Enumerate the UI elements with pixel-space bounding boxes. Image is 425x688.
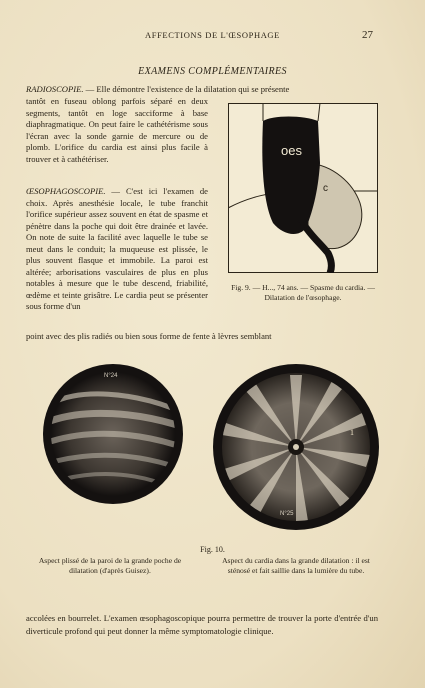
radioscopie-paragraph: tantôt en fuseau oblong parfois séparé en deux segments, tantôt en loge sacciforme à base diaphragmatique. On peut faire le cathétérisme sous l'écran avec la sonde garnie de mercure ou de plomb. L'orifice du cardia est ainsi plus facile à trouver et à cathétériser. [26,96,208,164]
figure-10-caption-left: Aspect plissé de la paroi de la grande poche de dilatation (d'après Guisez). [38,556,182,575]
oesophagoscopie-full-width-line: point avec des plis radiés ou bien sous forme de fente à lèvres semblant [26,331,272,341]
page-number: 27 [362,29,373,41]
figure-10-right-plate [212,363,380,531]
oesophagoscopie-paragraph [26,186,208,313]
running-head: AFFECTIONS DE L'ŒSOPHAGE [145,30,280,40]
oesophagoscopie-lead: ŒSOPHAGOSCOPIE. [26,186,106,196]
oesophagoscopie-text: — C'est ici l'examen de choix. Après anesthésie locale, le tube franchit l'orifice supérieur assez souvent en état de spasme et pénètre dans la poche qui doit être drainée et lavée. On note de suite la facilité avec laquelle le tube se meut dans le conduit; la muqueuse est plissée, le plus souvent flasque et immobile. La paroi est altérée; arborisations vasculaires de plus en plus notables à mesure que le tube descend, friabilité, œdème et teinte grisâtre. Le cardia peut se présenter sous forme d'un [26,186,208,311]
right-plate-letter: 1 [350,428,354,437]
label-c: c [323,183,328,194]
figure-9-diagram [228,103,378,273]
radioscopie-lead: RADIOSCOPIE. [26,84,84,94]
cardia-center [293,444,299,450]
label-oes: oes [281,143,302,158]
figure-9-caption: Fig. 9. — H..., 74 ans. — Spasme du cardia. — Dilatation de l'œsophage. [231,283,375,302]
section-title: EXAMENS COMPLÉMENTAIRES [138,66,287,77]
radioscopie-first-line [26,84,378,96]
figure-10-left-plate [42,363,184,505]
left-plate-mark: N°24 [104,373,118,379]
figure-10-label: Fig. 10. [200,545,225,554]
figure-10-caption-right: Aspect du cardia dans la grande dilatation : il est sténosé et fait saillie dans la lumière du tube. [222,556,370,575]
radioscopie-first-line-text: — Elle démontre l'existence de la dilatation qui se présente [83,84,290,94]
right-plate-mark: N°25 [280,511,294,517]
closing-paragraph: accolées en bourrelet. L'examen œsophagoscopique pourra permettre de trouver la porte d'entrée d'un diverticule profond qui peut donner la même symptomatologie clinique. [26,613,378,636]
